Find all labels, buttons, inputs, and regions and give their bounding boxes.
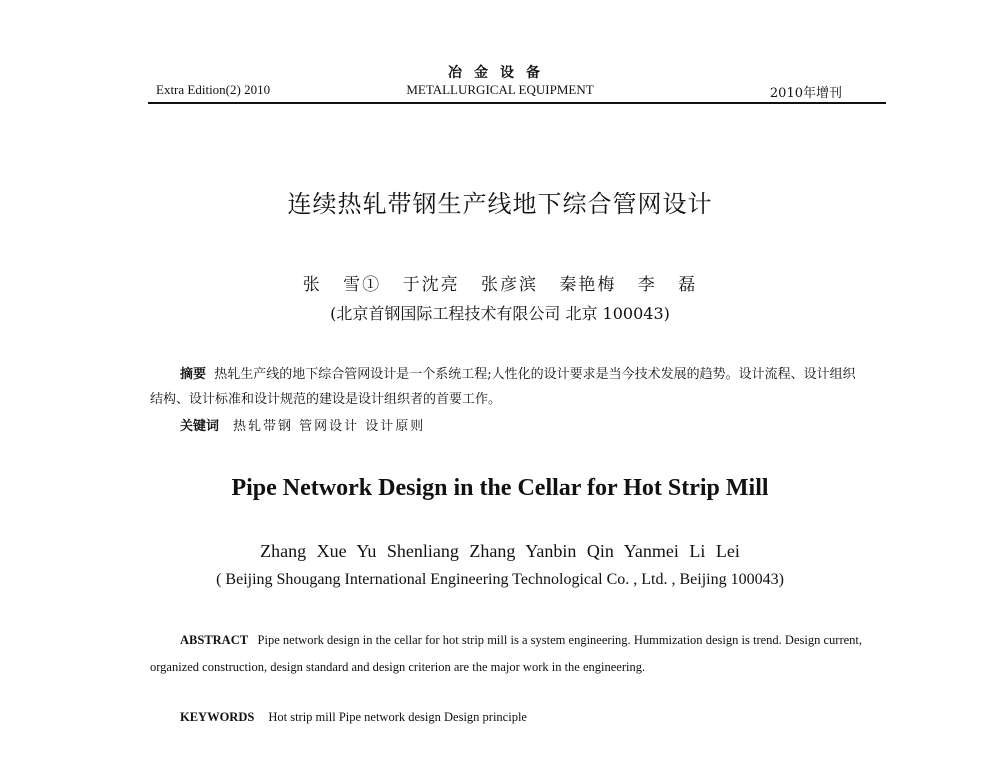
keywords-text-en: Hot strip mill Pipe network design Design principle: [268, 710, 527, 724]
abstract-text-cn: 热轧生产线的地下综合管网设计是一个系统工程;人性化的设计要求是当今技术发展的趋势。设计流程、设计组织结构、设计标准和设计规范的建设是设计组织者的首要工作。: [150, 367, 856, 407]
abstract-text-en: Pipe network design in the cellar for hot strip mill is a system engineering. Hummization design is trend. Design current, organized construction, design standard and design criterion are the major work in the engineering.: [150, 633, 863, 674]
keywords-label-en: KEYWORDS: [180, 710, 255, 724]
journal-header: [350, 62, 650, 98]
keywords-en: [180, 710, 527, 725]
abstract-label-en: ABSTRACT: [180, 633, 249, 647]
authors-cn: 张 雪① 于沈亮 张彦滨 秦艳梅 李 磊: [302, 275, 698, 295]
paper-title-en: Pipe Network Design in the Cellar for Hot Strip Mill: [231, 475, 769, 501]
authors-en: Zhang Xue Yu Shenliang Zhang Yanbin Qin Yanmei Li Lei: [260, 541, 740, 561]
keywords-text-cn: 热轧带钢 管网设计 设计原则: [233, 419, 426, 434]
keywords-label-cn: 关键词: [180, 419, 220, 434]
abstract-en: [150, 627, 862, 681]
affiliation-cn: (北京首钢国际工程技术有限公司 北京 100043): [330, 304, 670, 323]
affiliation-en: ( Beijing Shougang International Engineering Technological Co. , Ltd. , Beijing 100043): [216, 571, 784, 588]
abstract-label-cn: 摘要: [180, 367, 207, 382]
abstract-cn: [150, 362, 862, 412]
header-edition-right: 2010年增刊: [769, 86, 842, 101]
header-edition-left: Extra Edition(2) 2010: [156, 82, 271, 97]
header-rule: [148, 102, 886, 104]
paper-title-cn: 连续热轧带钢生产线地下综合管网设计: [287, 190, 713, 218]
keywords-cn: [180, 415, 425, 434]
journal-name-en: METALLURGICAL EQUIPMENT: [406, 82, 594, 97]
journal-name-cn: 冶金设备: [448, 65, 552, 81]
